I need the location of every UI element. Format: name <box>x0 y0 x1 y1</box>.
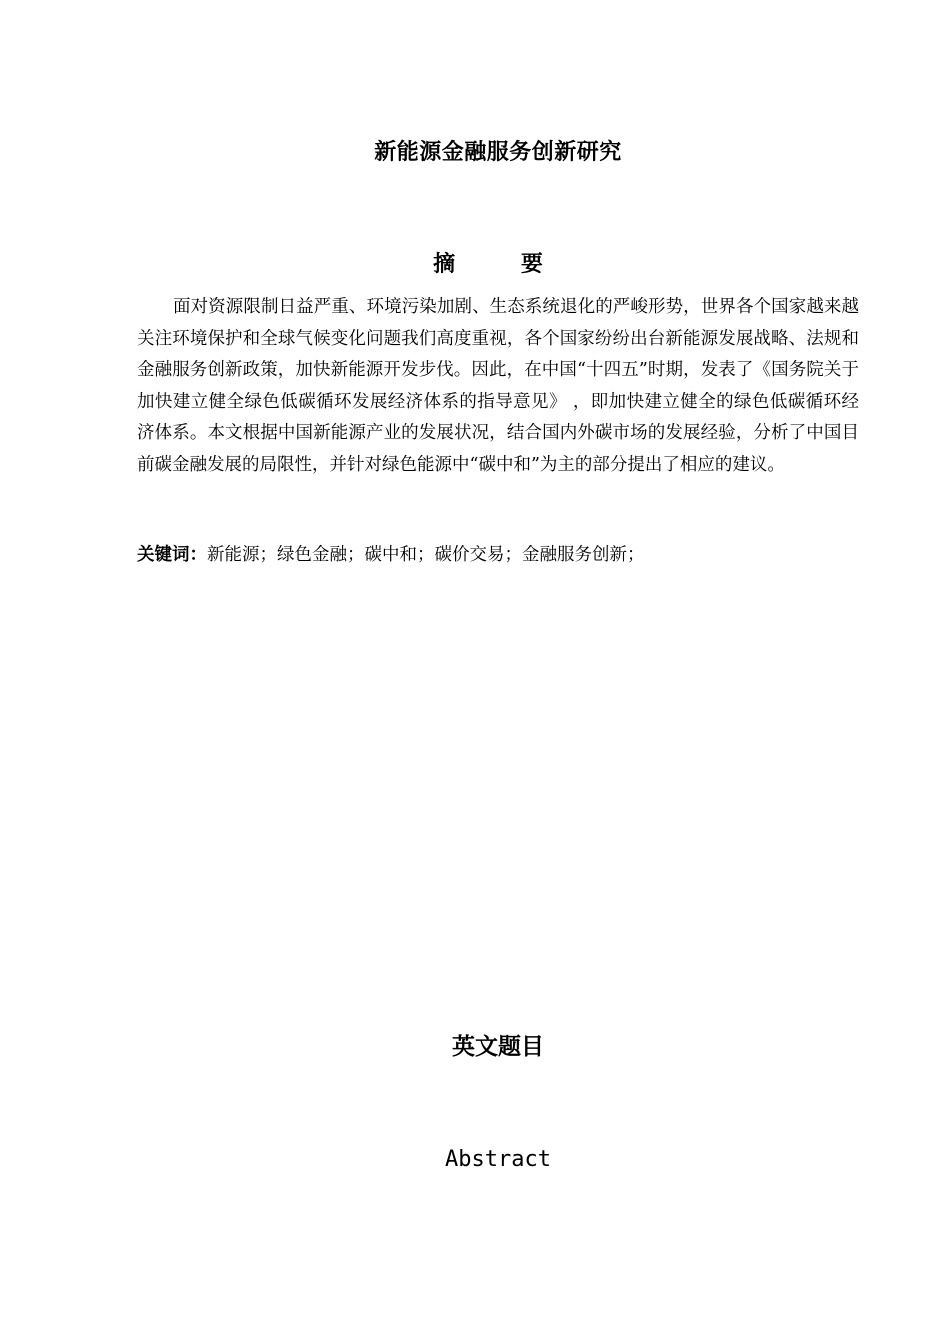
document-title: 新能源金融服务创新研究 <box>374 139 622 165</box>
abstract-paragraph: 面对资源限制日益严重、环境污染加剧、生态系统退化的严峻形势，世界各个国家越来越关注环境保护和全球气候变化问题我们高度重视，各个国家纷纷出台新能源发展战略、法规和金融服务创新政策，加快新能源开发步伐。因此，在中国“十四五”时期，发表了《国务院关于加快建立健全绿色低碳循环发展经济体系的指导意见》 ，即加快建立健全的绿色低碳循环经济体系。本文根据中国新能源产业的发展状况，结合国内外碳市场的发展经验，分析了中国目前碳金融发展的局限性，并针对绿色能源中“碳中和”为主的部分提出了相应的建议。 <box>137 297 859 475</box>
keywords-label: 关键词： <box>137 545 207 565</box>
abstract-heading: 摘 要 <box>433 251 563 277</box>
english-title-heading: 英文题目 <box>452 1033 544 1060</box>
keywords-text: 新能源；绿色金融；碳中和；碳价交易；金融服务创新； <box>207 545 645 565</box>
english-abstract-heading: Abstract <box>445 1147 551 1172</box>
keywords-line <box>137 541 859 569</box>
